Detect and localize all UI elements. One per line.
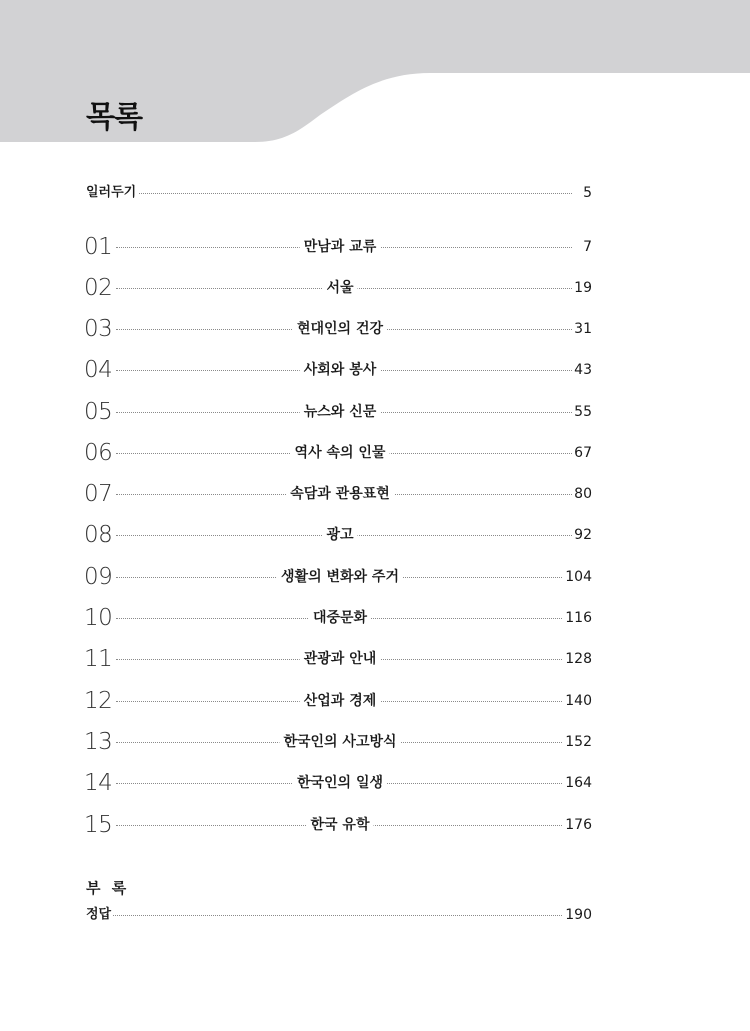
chapter-number: 02 <box>84 275 113 301</box>
toc-row-04[interactable] <box>0 355 750 385</box>
chapter-title: 광고 <box>322 520 357 550</box>
chapter-page: 116 <box>563 603 592 633</box>
toc-row-03[interactable] <box>0 314 750 344</box>
chapter-number: 07 <box>84 481 113 507</box>
toc-row-02[interactable] <box>0 273 750 303</box>
chapter-number: 06 <box>84 440 113 466</box>
chapter-title: 서울 <box>322 273 357 303</box>
toc-row-15[interactable] <box>0 810 750 840</box>
chapter-number: 11 <box>84 646 113 672</box>
toc-row-01[interactable] <box>0 232 750 262</box>
chapter-title: 한국인의 일생 <box>293 768 387 798</box>
toc-row-07[interactable] <box>0 479 750 509</box>
chapter-page: 176 <box>563 810 592 840</box>
chapter-title: 한국인의 사고방식 <box>279 727 400 757</box>
toc-row-11[interactable] <box>0 644 750 674</box>
toc-row-09[interactable] <box>0 562 750 592</box>
chapter-number: 01 <box>84 234 113 260</box>
chapter-page: 104 <box>563 562 592 592</box>
chapter-page: 152 <box>563 727 592 757</box>
chapter-page: 140 <box>563 686 592 716</box>
toc-row-13[interactable] <box>0 727 750 757</box>
chapter-number: 13 <box>84 729 113 755</box>
answers-label: 정답 <box>86 900 113 930</box>
chapter-title: 현대인의 건강 <box>293 314 387 344</box>
chapter-page: 80 <box>572 479 592 509</box>
chapter-title: 사회와 봉사 <box>300 355 381 385</box>
chapter-number: 12 <box>84 688 113 714</box>
chapter-page: 67 <box>572 438 592 468</box>
chapter-number: 03 <box>84 316 113 342</box>
toc-row-08[interactable] <box>0 520 750 550</box>
chapter-page: 92 <box>572 520 592 550</box>
toc-row-06[interactable] <box>0 438 750 468</box>
chapter-title: 생활의 변화와 주거 <box>277 562 403 592</box>
chapter-page: 31 <box>572 314 592 344</box>
chapter-number: 08 <box>84 522 113 548</box>
chapter-number: 05 <box>84 399 113 425</box>
toc-row-14[interactable] <box>0 768 750 798</box>
chapter-number: 14 <box>84 770 113 796</box>
chapter-number: 04 <box>84 357 113 383</box>
toc-row-10[interactable] <box>0 603 750 633</box>
chapter-title: 역사 속의 인물 <box>291 438 390 468</box>
chapter-page: 128 <box>563 644 592 674</box>
page-title: 목록 <box>86 100 142 135</box>
toc-row-intro[interactable] <box>0 178 750 208</box>
intro-page: 5 <box>581 178 592 208</box>
chapter-page: 19 <box>572 273 592 303</box>
chapter-title: 뉴스와 신문 <box>300 397 381 427</box>
chapter-title: 관광과 안내 <box>300 644 381 674</box>
chapter-title: 만남과 교류 <box>300 232 381 262</box>
leader-dots <box>90 193 572 194</box>
chapter-title: 산업과 경제 <box>300 686 381 716</box>
toc-row-12[interactable] <box>0 686 750 716</box>
leader-dots <box>90 915 572 916</box>
toc-row-05[interactable] <box>0 397 750 427</box>
chapter-page: 7 <box>581 232 592 262</box>
chapter-title: 대중문화 <box>309 603 371 633</box>
chapter-title: 한국 유학 <box>307 810 374 840</box>
chapter-page: 164 <box>563 768 592 798</box>
chapter-title: 속담과 관용표현 <box>286 479 394 509</box>
appendix-heading: 부 록 <box>86 879 130 897</box>
toc-row-answers[interactable] <box>0 900 750 930</box>
chapter-page: 55 <box>572 397 592 427</box>
intro-label: 일러두기 <box>86 178 138 208</box>
chapter-number: 10 <box>84 605 113 631</box>
chapter-page: 43 <box>572 355 592 385</box>
answers-page: 190 <box>563 900 592 930</box>
chapter-number: 09 <box>84 564 113 590</box>
chapter-number: 15 <box>84 812 113 838</box>
